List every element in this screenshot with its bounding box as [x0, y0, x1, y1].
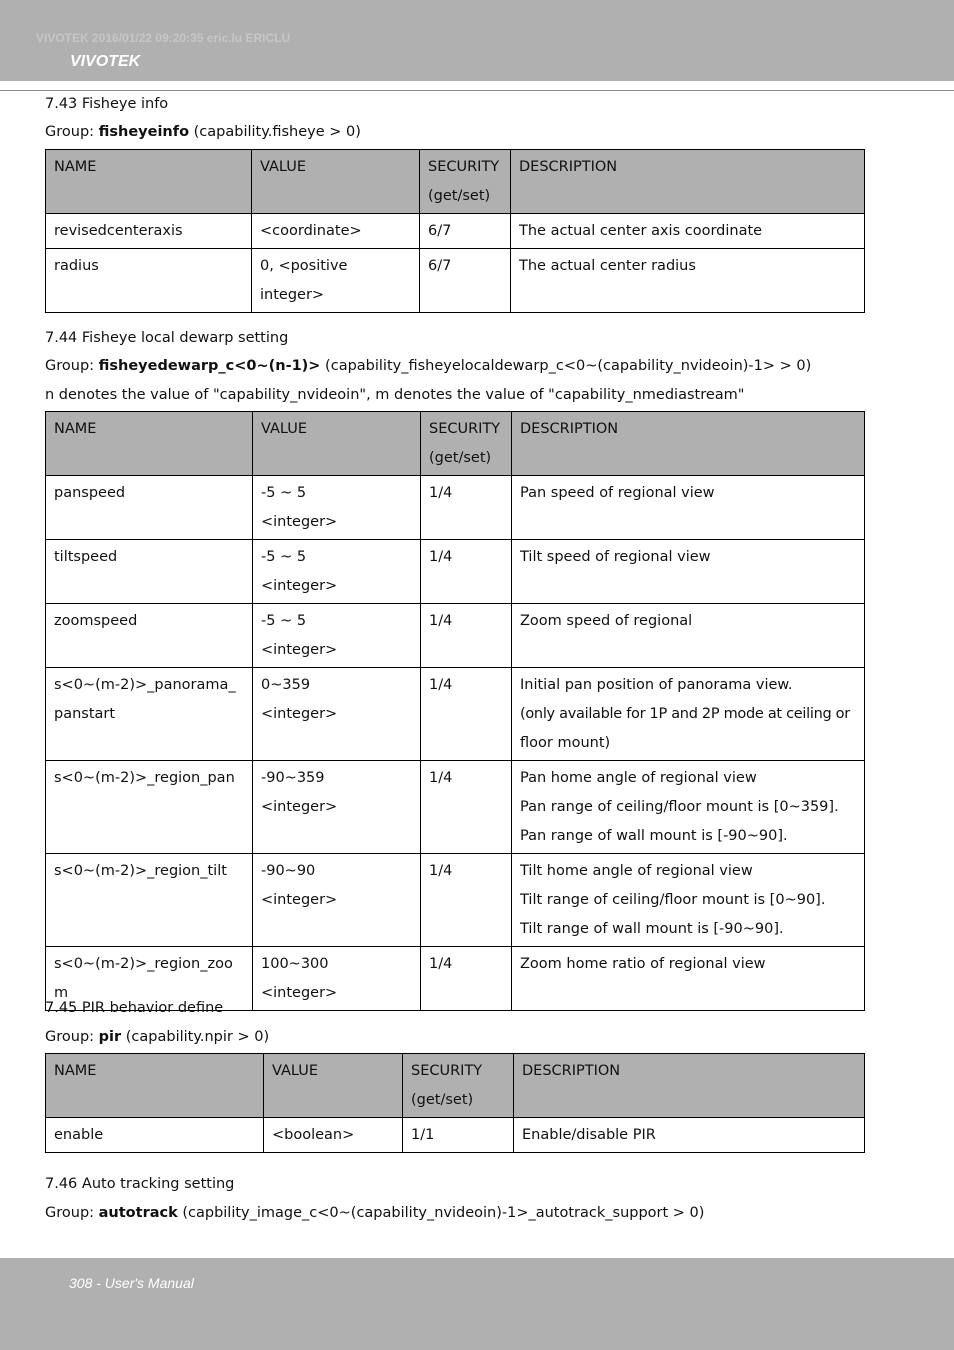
cell-line: -90~359 — [261, 770, 325, 786]
cell-line: <integer> — [261, 799, 338, 815]
group-condition: (capbility_image_c<0~(capability_nvideoin)-1>_autotrack_support > 0) — [177, 1205, 705, 1221]
cell-value — [253, 476, 421, 540]
cell-description — [514, 1118, 865, 1153]
table-row — [46, 1118, 865, 1153]
parameter-table — [45, 149, 865, 313]
cell-name — [46, 476, 253, 540]
cell-value — [252, 249, 420, 313]
table-header-row — [46, 1054, 865, 1118]
group-line — [45, 1029, 269, 1045]
cell-line: 100~300 — [261, 956, 329, 972]
cell-name — [46, 214, 252, 249]
cell-line: panspeed — [54, 485, 126, 501]
cell-line: zoomspeed — [54, 613, 138, 629]
column-header-description: DESCRIPTION — [512, 412, 865, 476]
cell-security: 6/7 — [420, 249, 511, 313]
cell-value — [253, 540, 421, 604]
cell-value — [253, 604, 421, 668]
table-row — [46, 249, 865, 313]
section-title: 7.43 Fisheye info — [45, 96, 169, 112]
column-header-name: NAME — [46, 150, 252, 214]
cell-name — [46, 540, 253, 604]
watermark-text: VIVOTEK 2016/01/22 09:20:35 eric.lu ERICLU — [36, 31, 291, 45]
cell-line: Enable/disable PIR — [522, 1127, 656, 1143]
section-title: 7.45 PIR behavior define — [45, 1000, 224, 1016]
cell-line: Pan range of wall mount is [-90~90]. — [520, 828, 788, 844]
cell-line: revisedcenteraxis — [54, 223, 183, 239]
header-line: (get/set) — [411, 1092, 474, 1108]
cell-value — [253, 668, 421, 761]
cell-line: -5 ~ 5 — [261, 549, 307, 565]
cell-security: 1/4 — [421, 476, 512, 540]
table-row — [46, 540, 865, 604]
group-label: Group: — [45, 1029, 99, 1045]
header-divider — [0, 90, 954, 91]
group-name: fisheyedewarp_c<0~(n-1)> — [98, 358, 321, 374]
cell-value — [252, 214, 420, 249]
cell-security: 6/7 — [420, 214, 511, 249]
cell-line: tiltspeed — [54, 549, 118, 565]
page-header — [0, 0, 954, 81]
section-title: 7.44 Fisheye local dewarp setting — [45, 330, 289, 346]
cell-line: <integer> — [261, 706, 338, 722]
cell-value — [264, 1118, 403, 1153]
cell-security: 1/1 — [403, 1118, 514, 1153]
group-name: fisheyeinfo — [98, 124, 190, 140]
column-header-security — [420, 150, 511, 214]
cell-line: radius — [54, 258, 99, 274]
cell-line: Tilt speed of regional view — [520, 549, 711, 565]
cell-description — [512, 947, 865, 1011]
header-line: (get/set) — [429, 450, 492, 466]
table-header-row — [46, 150, 865, 214]
group-name: pir — [98, 1029, 122, 1045]
cell-name — [46, 761, 253, 854]
table-row — [46, 668, 865, 761]
cell-name — [46, 854, 253, 947]
cell-line: <boolean> — [272, 1127, 355, 1143]
column-header-name: NAME — [46, 1054, 264, 1118]
column-header-value: VALUE — [264, 1054, 403, 1118]
header-line: SECURITY — [429, 421, 501, 437]
cell-line: (only available for 1P and 2P mode at ceiling or — [520, 706, 850, 722]
cell-line: -90~90 — [261, 863, 316, 879]
table-header-row — [46, 412, 865, 476]
header-line: (get/set) — [428, 188, 491, 204]
cell-line: <integer> — [261, 985, 338, 1001]
group-condition: (capability.fisheye > 0) — [189, 124, 361, 140]
section-note: n denotes the value of "capability_nvideoin", m denotes the value of "capability_nmediastream" — [45, 387, 745, 403]
cell-line: <integer> — [261, 578, 338, 594]
cell-security: 1/4 — [421, 604, 512, 668]
header-line: SECURITY — [411, 1063, 483, 1079]
cell-line: s<0~(m-2)>_region_tilt — [54, 863, 227, 879]
cell-description — [512, 540, 865, 604]
table-row — [46, 761, 865, 854]
cell-line: Pan speed of regional view — [520, 485, 715, 501]
cell-description — [511, 249, 865, 313]
table-row — [46, 854, 865, 947]
parameter-table — [45, 1053, 865, 1153]
cell-value — [253, 947, 421, 1011]
cell-line: Tilt range of ceiling/floor mount is [0~90]. — [520, 892, 826, 908]
group-label: Group: — [45, 1205, 99, 1221]
cell-line: Tilt home angle of regional view — [520, 863, 753, 879]
cell-line: floor mount) — [520, 735, 611, 751]
group-label: Group: — [45, 358, 99, 374]
cell-line: Initial pan position of panorama view. — [520, 677, 793, 693]
cell-security: 1/4 — [421, 854, 512, 947]
cell-value — [253, 761, 421, 854]
cell-line: -5 ~ 5 — [261, 613, 307, 629]
cell-name — [46, 1118, 264, 1153]
cell-security: 1/4 — [421, 947, 512, 1011]
cell-security: 1/4 — [421, 540, 512, 604]
brand-logo: VIVOTEK — [70, 53, 141, 70]
group-condition: (capability_fisheyelocaldewarp_c<0~(capability_nvideoin)-1> > 0) — [320, 358, 812, 374]
parameter-table — [45, 411, 865, 1011]
cell-description — [512, 476, 865, 540]
cell-line: m — [54, 985, 69, 1001]
table-row — [46, 214, 865, 249]
cell-line: Pan home angle of regional view — [520, 770, 757, 786]
cell-line: <integer> — [261, 642, 338, 658]
cell-line: Zoom speed of regional — [520, 613, 693, 629]
cell-line: The actual center radius — [519, 258, 696, 274]
group-name: autotrack — [98, 1205, 178, 1221]
cell-description — [512, 604, 865, 668]
group-line — [45, 358, 811, 374]
group-line — [45, 124, 361, 140]
column-header-value: VALUE — [253, 412, 421, 476]
cell-name — [46, 249, 252, 313]
column-header-security — [403, 1054, 514, 1118]
page-number-label: 308 - User's Manual — [69, 1275, 194, 1291]
cell-line: Zoom home ratio of regional view — [520, 956, 766, 972]
section-title: 7.46 Auto tracking setting — [45, 1176, 235, 1192]
group-label: Group: — [45, 124, 99, 140]
cell-line: Tilt range of wall mount is [-90~90]. — [520, 921, 784, 937]
cell-line: enable — [54, 1127, 104, 1143]
cell-security: 1/4 — [421, 761, 512, 854]
cell-line: s<0~(m-2)>_region_zoo — [54, 956, 233, 972]
cell-line: integer> — [260, 287, 325, 303]
cell-line: s<0~(m-2)>_region_pan — [54, 770, 235, 786]
cell-line: <integer> — [261, 514, 338, 530]
cell-name — [46, 668, 253, 761]
cell-line: panstart — [54, 706, 116, 722]
column-header-description: DESCRIPTION — [511, 150, 865, 214]
header-line: SECURITY — [428, 159, 500, 175]
cell-line: Pan range of ceiling/floor mount is [0~359]. — [520, 799, 839, 815]
cell-description — [512, 854, 865, 947]
table-row — [46, 604, 865, 668]
cell-line: s<0~(m-2)>_panorama_ — [54, 677, 236, 693]
cell-line: <integer> — [261, 892, 338, 908]
column-header-description: DESCRIPTION — [514, 1054, 865, 1118]
cell-line: The actual center axis coordinate — [519, 223, 763, 239]
column-header-name: NAME — [46, 412, 253, 476]
cell-value — [253, 854, 421, 947]
cell-name — [46, 604, 253, 668]
cell-line: -5 ~ 5 — [261, 485, 307, 501]
page-footer — [0, 1258, 954, 1350]
cell-line: <coordinate> — [260, 223, 362, 239]
column-header-value: VALUE — [252, 150, 420, 214]
cell-description — [512, 668, 865, 761]
table-row — [46, 476, 865, 540]
cell-line: 0, <positive — [260, 258, 348, 274]
cell-description — [512, 761, 865, 854]
cell-security: 1/4 — [421, 668, 512, 761]
column-header-security — [421, 412, 512, 476]
group-condition: (capability.npir > 0) — [121, 1029, 270, 1045]
group-line — [45, 1205, 704, 1221]
cell-line: 0~359 — [261, 677, 311, 693]
cell-description — [511, 214, 865, 249]
